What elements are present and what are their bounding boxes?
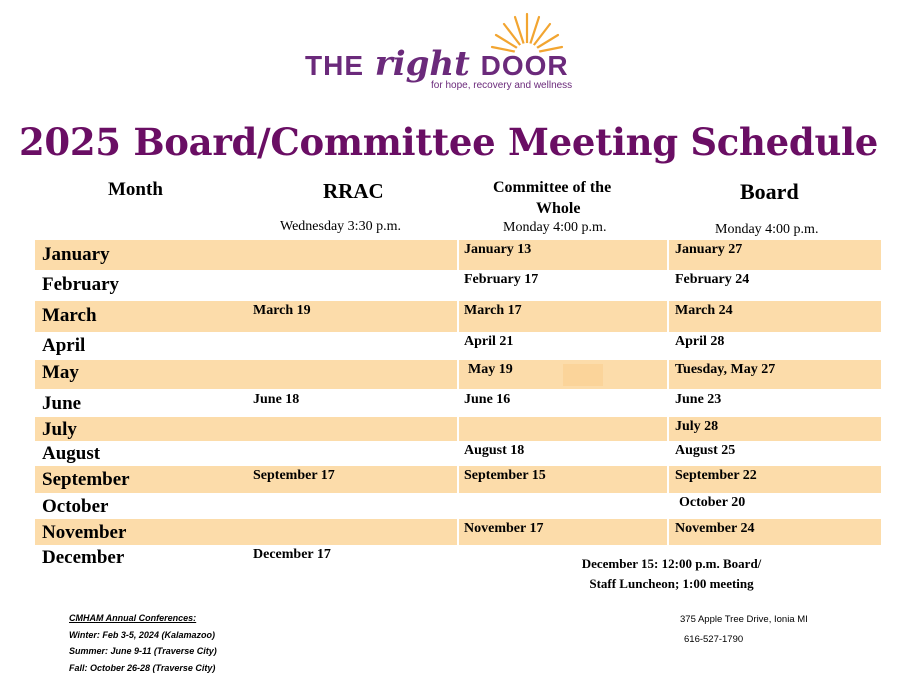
subheader-cow: Monday 4:00 p.m. [503,220,607,235]
street-address: 375 Apple Tree Drive, Ionia MI [680,614,808,625]
table-row [35,493,881,519]
month-label: August [42,443,101,464]
header-rrac: RRAC [323,179,384,203]
board-date: Tuesday, May 27 [675,362,776,377]
logo-tagline: for hope, recovery and wellness [431,80,573,91]
table-row [35,332,881,360]
header-cow-line2: Whole [536,200,581,217]
conferences-heading: CMHAM Annual Conferences: [69,613,197,623]
table-row [35,519,881,545]
cow-date: September 15 [464,468,546,483]
cow-date: May 19 [468,362,513,377]
board-date: March 24 [675,303,733,318]
december-note [569,554,774,594]
conference-fall: Fall: October 26-28 (Traverse City) [69,662,216,673]
board-date: February 24 [675,272,750,287]
table-row [35,389,881,417]
board-date: November 24 [675,521,755,536]
organization-logo [305,8,595,98]
header-month: Month [108,179,163,200]
cow-date: April 21 [464,334,514,349]
december-note-line2: Staff Luncheon; 1:00 meeting [589,576,754,591]
board-date: August 25 [675,443,736,458]
month-label: February [42,274,120,295]
cow-date: November 17 [464,521,544,536]
logo-wordmark: THE right DOOR [305,44,569,84]
conferences-block [69,610,217,676]
board-date: January 27 [675,242,743,257]
board-date: April 28 [675,334,725,349]
month-label: July [42,419,77,440]
board-date: June 23 [675,392,722,407]
table-row [35,360,881,389]
board-date: September 22 [675,468,757,483]
month-label: January [42,244,110,265]
subheader-rrac: Wednesday 3:30 p.m. [280,219,401,234]
address-block [680,610,808,650]
table-row [35,441,881,466]
rrac-date: September 17 [253,468,335,483]
month-label: May [42,362,79,383]
month-label: June [42,393,82,414]
december-note-line1: December 15: 12:00 p.m. Board/ [581,556,762,571]
table-row [35,240,881,270]
cow-date: January 13 [464,242,532,257]
table-row [35,417,881,441]
month-label: April [42,335,86,356]
header-cow-line1: Committee of the [493,179,612,196]
rrac-date: June 18 [253,392,300,407]
rrac-date: December 17 [253,547,331,562]
table-row [35,466,881,493]
month-label: December [42,547,125,568]
subheader-board: Monday 4:00 p.m. [715,222,819,237]
board-date: July 28 [675,419,719,434]
month-label: November [42,522,127,543]
month-label: March [42,305,97,326]
cow-date: February 17 [464,272,539,287]
phone-number: 616-527-1790 [684,634,744,645]
highlight-patch [563,364,603,386]
cow-date: March 17 [464,303,522,318]
header-board: Board [740,179,799,204]
conference-winter: Winter: Feb 3-5, 2024 (Kalamazoo) [69,629,215,640]
cow-date: June 16 [464,392,511,407]
cow-date: August 18 [464,443,525,458]
board-date: October 20 [679,495,746,510]
table-row [35,270,881,300]
rrac-date: March 19 [253,303,311,318]
table-row [35,301,881,332]
month-label: September [42,469,130,490]
page-title: 2025 Board/Committee Meeting Schedule [18,120,879,164]
month-label: October [42,496,109,517]
conference-summer: Summer: June 9-11 (Traverse City) [69,646,217,656]
